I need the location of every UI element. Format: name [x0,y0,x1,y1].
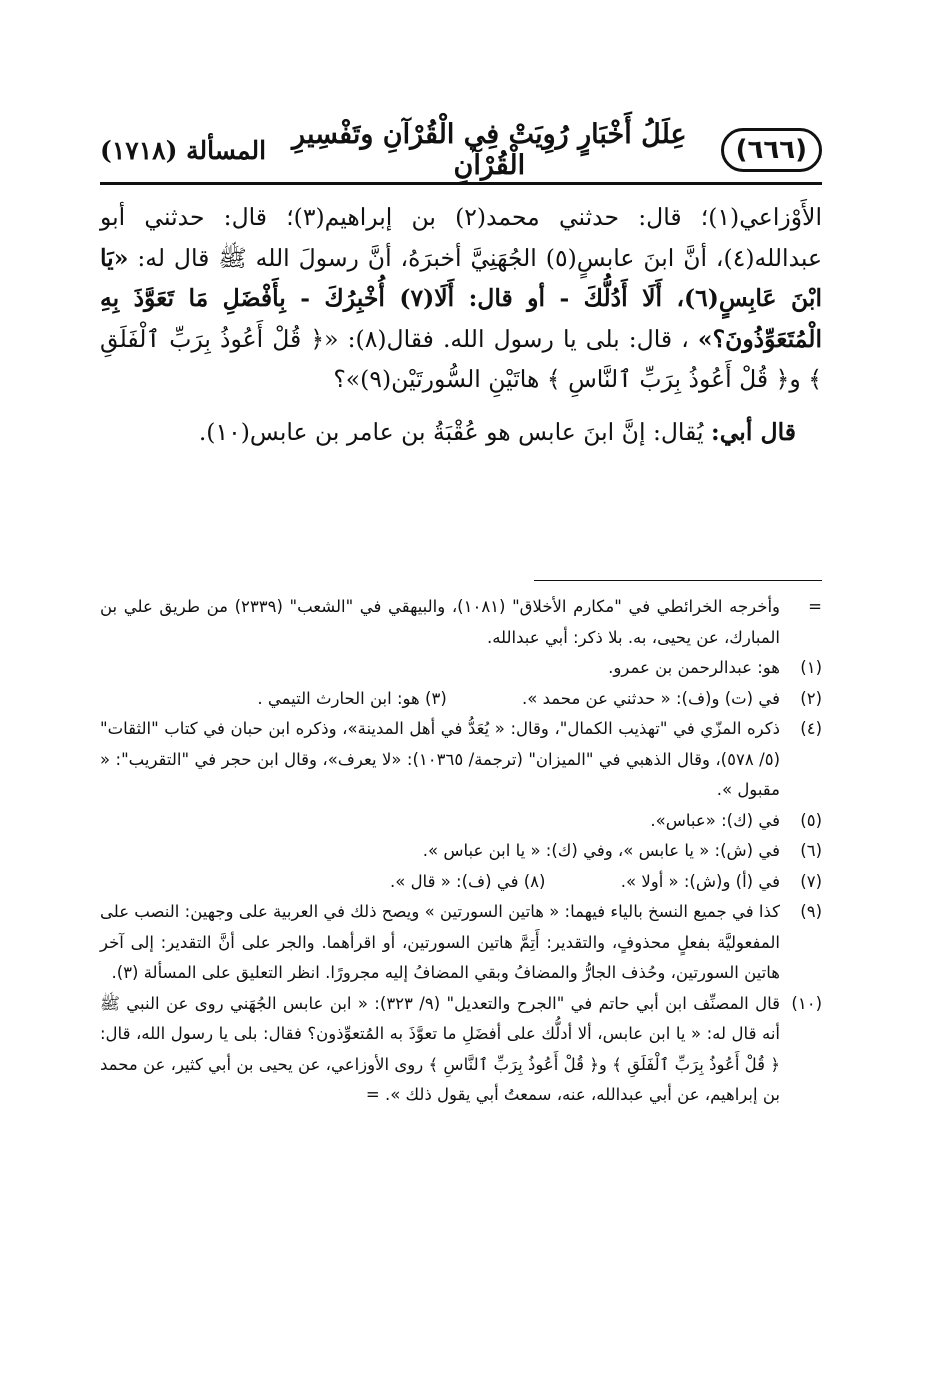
footnote-text: هو: عبدالرحمن بن عمرو. [608,658,780,677]
footnote-text: في (ش): « يا عابس »، وفي (ك): « يا ابن عباس ». [422,841,780,860]
footnote-text: كذا في جميع النسخ بالياء فيهما: « هاتين السورتين » ويصح ذلك في العربية على وجهين: النصب على المفعوليَّة بفعلٍ محذوفٍ، والتقدير: أَتِمَّ هاتين السورتين، أو اقرأهما. والجر على أنَّ التقدير: إلى آخر هاتين السورتين، وحُذف الجارُّ والمضافُ وبقي المضافُ إليه مجرورًا. انظر التعليق على المسألة (٣). [99,902,780,982]
footnote-item [100,653,822,684]
footnote-item [100,867,822,898]
footnote-number: (٢) [800,688,822,708]
footnote-number: (١٠) [791,993,822,1013]
hadith-quote: «يَا ابْنَ عَابِسٍ(٦)، أَلَا أَدُلُّكَ - أو قال: أَلَا(٧) أُخْبِرُكَ - بِأَفْضَلِ مَا تَعَوَّذَ بِهِ الْمُتَعَوِّذُونَ؟» [100,243,822,353]
footnote-item [100,806,822,837]
footnote-text-part: في (ت) و(ف): « حدثني عن محمد ». [522,688,780,708]
footnote-number: (٧) [800,871,822,891]
footnote-text-part: هو: ابن الحارث التيمي . [257,688,420,708]
footnote-number: (٥) [800,810,822,830]
footnote-item [100,714,822,806]
footnote-item [100,989,822,1111]
footnote-text [100,684,780,715]
footnotes [100,592,822,1111]
closing-lead: قال أبي: [711,417,796,446]
main-text [100,197,822,400]
footnote-text [100,867,780,898]
footnote-text-part: في (ف): « قال ». [389,871,519,891]
issue-number: المسألة (١٧١٨) [100,135,267,165]
page-number: (٦٦٦) [721,128,822,172]
footnote-item [100,592,822,653]
main-paragraph [100,197,822,400]
book-title: عِلَلُ أَخْبَارٍ رُوِيَتْ فِي الْقُرْآنِ وتَفْسِيرِ الْقُرْآنِ [292,119,687,181]
footnote-text: ذكره المزّي في "تهذيب الكمال"، وقال: « يُعَدُّ في أهل المدينة»، وذكره ابن حبان في كتاب "الثقات" (٥/ ٥٧٨)، وقال الذهبي في "الميزان" (ترجمة/ ١٠٣٦٥): «لا يعرف»، وقال ابن حجر في "التقريب": « مقبول ». [100,719,780,799]
footnote-inline-number: (٣) [425,688,447,708]
footnote-inline-number: (٨) [523,871,546,891]
footnote-text: في (ك): «عباس». [650,810,780,830]
footnote-text: وأخرجه الخرائطي في "مكارم الأخلاق" (١٠٨١)، والبيهقي في "الشعب" (٢٣٣٩) من طريق علي بن المبارك، عن يحيى، به. بلا ذكر: أبي عبدالله. [100,597,780,647]
document-page [99,118,823,1104]
footnote-item [100,897,822,989]
footnote-item [100,836,822,867]
footnote-number: = [808,597,822,616]
footnote-text: قال المصنِّف ابن أبي حاتم في "الجرح والتعديل" (٩/ ٣٢٣): « ابن عابس الجُهَني روى عن النبي ﷺ أنه قال له: « يا ابن عابس، ألا أدلُّك على أفضَلِ ما تعوَّذَ به المُتعوِّذون؟ فقال: بلى يا رسول الله، قال: ﴿ قُلْ أَعُوذُ بِرَبِّ ٱلْفَلَقِ ﴾ و﴿ قُلْ أَعُوذُ بِرَبِّ ٱلنَّاسِ ﴾ روى الأوزاعي، عن يحيى بن أبي كثير، عن محمد بن إبراهيم، عن أبي عبدالله، عنه، سمعتُ أبي يقول ذلك ». = [100,993,780,1104]
hadith-reply: ، قال: بلى يا رسول الله. فقال(٨): «﴿ قُلْ أَعُوذُ بِرَبِّ ٱلْفَلَقِ ﴾ و﴿ قُلْ أَعُوذُ بِرَبِّ ٱلنَّاسِ ﴾ هاتَيْنِ السُّورتَيْن(٩)»؟ [100,324,822,393]
closing-text: يُقال: إنَّ ابنَ عابس هو عُقْبَةُ بن عامر بن عابس(١٠). [198,417,704,446]
narration-chain: الأَوْزاعي(١)؛ قال: حدثني محمد(٢) بن إبراهيم(٣)؛ قال: حدثني أبو عبدالله(٤)، أنَّ ابنَ عابسٍ(٥) الجُهَنِيَّ أخبرَهُ، أنَّ رسولَ الله ﷺ قال له: [100,203,823,272]
footnote-number: (٦) [800,841,822,860]
footnote-number: (٩) [800,902,822,921]
closing-remark [100,412,822,452]
footnote-divider [534,580,822,581]
page-header [100,118,822,185]
footnote-text-part: في (أ) و(ش): « أولا ». [620,871,780,891]
footnote-item [100,684,822,715]
footnote-number: (٤) [800,719,822,738]
footnote-number: (١) [800,658,822,677]
